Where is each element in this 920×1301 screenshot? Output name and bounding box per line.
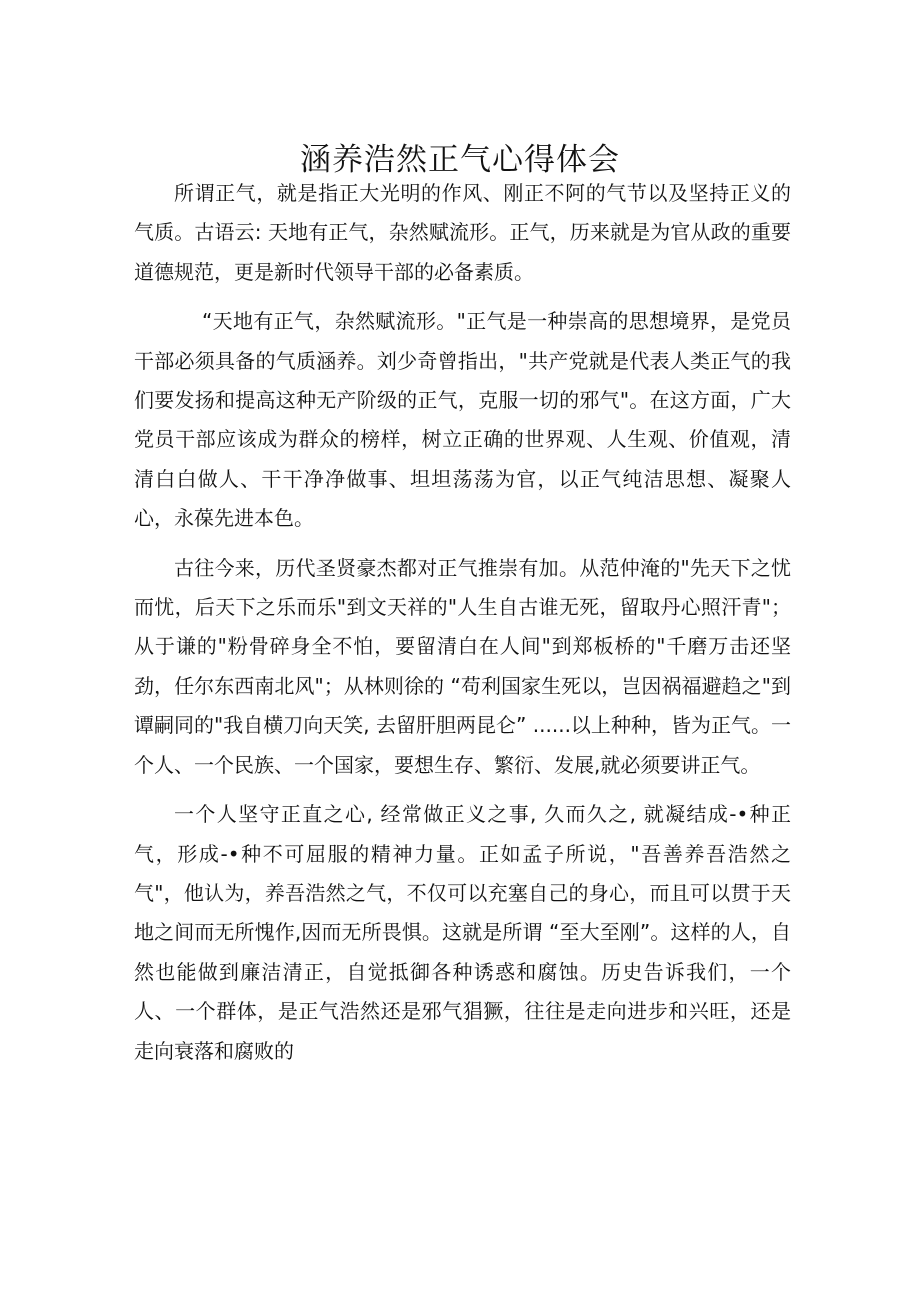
page-title: 涵养浩然正气心得体会 xyxy=(300,141,620,178)
paragraph-historical-figures: 古往今来，历代圣贤豪杰都对正气推崇有加。从范仲淹的"先天下之忧而忧，后天下之乐而乐"到文天祥的"人生自古谁无死，留取丹心照汗青"；从于谦的"粉骨碎身全不怕，要留清白在人间"到郑板桥的"千磨万击还坚劲，任尔东西南北风"；从林则徐的 “苟利国家生死以，岂因祸福避趋之"到谭嗣同的"我自横刀向天笑, 去留肝胆两昆仑” ......以上种种，皆为正气。一个人、一个民族、一个国家，要想生存、繁衍、发展,就必须要讲正气。 xyxy=(134,555,791,777)
paragraph-definition: 所谓正气，就是指正大光明的作风、刚正不阿的气节以及坚持正义的气质。古语云: 天地有正气，杂然赋流形。正气，历来就是为官从政的重要道德规范，更是新时代领导干部的必备素质。 xyxy=(134,181,791,284)
paragraph-party-cadres: “天地有正气，杂然赋流形。"正气是一种崇高的思想境界，是党员干部必须具备的气质涵养。刘少奇曾指出，"共产党就是代表人类正气的我们要发扬和提高这种无产阶级的正气，克服一切的邪气"。在这方面，广大党员干部应该成为群众的榜样，树立正确的世界观、人生观、价值观，清清白白做人、干干净净做事、坦坦荡荡为官，以正气纯洁思想、凝聚人心，永葆先进本色。 xyxy=(134,309,791,531)
document-body xyxy=(134,174,791,1081)
paragraph-mencius: 一个人坚守正直之心, 经常做正义之事, 久而久之, 就凝结成-•种正气，形成-•种不可屈服的精神力量。正如孟子所说，"吾善养吾浩然之气"，他认为，养吾浩然之气，不仅可以充塞自己的身心，而且可以贯于天地之间而无所愧作,因而无所畏惧。这就是所谓 “至大至刚”。这样的人，自然也能做到廉洁清正，自觉抵御各种诱惑和腐蚀。历史告诉我们，一个人、一个群体，是正气浩然还是邪气猖獗，往往是走向进步和兴旺，还是走向衰落和腐败的 xyxy=(134,802,791,1063)
